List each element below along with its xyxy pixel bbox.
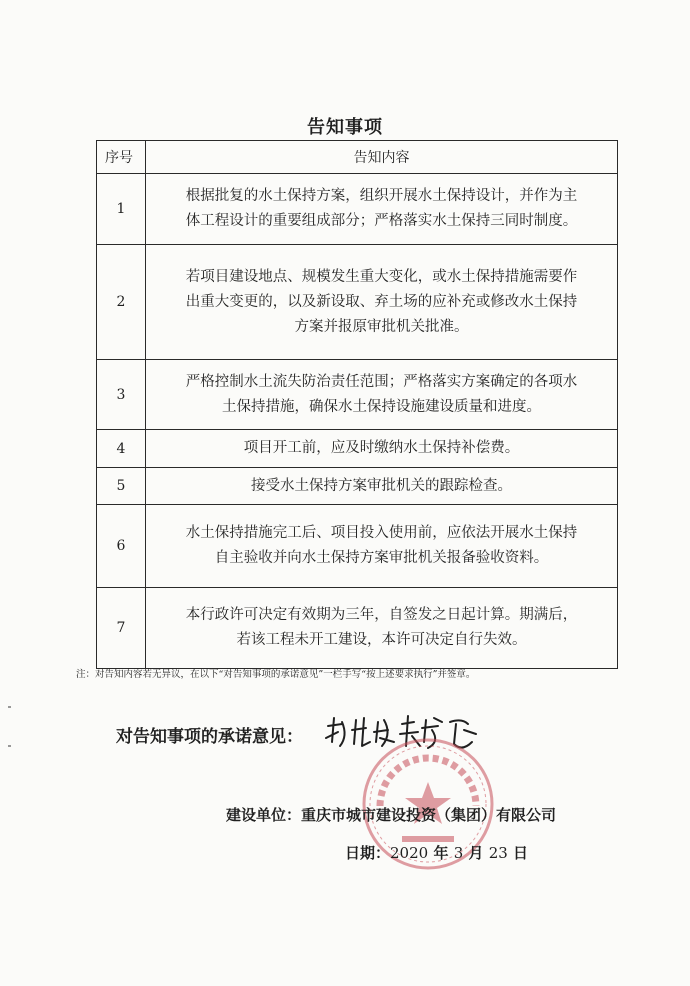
footnote: 注：对告知内容若无异议，在以下“对告知事项的承诺意见”一栏手写“按上述要求执行”并签章。 <box>76 669 476 680</box>
builder-line <box>226 804 556 825</box>
row-number: 3 <box>97 360 146 430</box>
row-line: 严格控制水土流失防治责任范围；严格落实方案确定的各项水 <box>185 373 578 390</box>
row-number: 4 <box>97 430 146 468</box>
row-line: 自主验收并向水土保持方案审批机关报备验收资料。 <box>214 550 549 566</box>
page-title: 告知事项 <box>307 117 383 138</box>
row-line: 体工程设计的重要组成部分；严格落实水土保持三同时制度。 <box>185 213 578 229</box>
table-row <box>97 588 618 669</box>
row-content <box>146 430 618 468</box>
header-number: 序号 <box>97 141 146 174</box>
row-line: 出重大变更的，以及新设取、弃土场的应补充或修改水土保持 <box>185 293 578 310</box>
date-month-unit: 月 <box>468 844 484 862</box>
table-row <box>97 468 618 505</box>
scan-mark <box>8 745 11 747</box>
row-number: 7 <box>97 588 146 669</box>
row-line: 水土保持措施完工后、项目投入使用前，应依法开展水土保持 <box>185 525 578 541</box>
table-row <box>97 245 618 360</box>
row-content <box>146 174 618 245</box>
row-line: 根据批复的水土保持方案，组织开展水土保持设计，并作为主 <box>185 188 578 204</box>
date-line <box>345 842 528 863</box>
row-line: 若项目建设地点、规模发生重大变化，或水土保持措施需要作 <box>185 268 578 285</box>
row-content <box>146 468 618 505</box>
row-number: 2 <box>97 245 146 360</box>
date-year: 2020 <box>390 844 429 862</box>
date-month: 3 <box>453 844 464 862</box>
date-year-unit: 年 <box>433 844 449 862</box>
row-number: 6 <box>97 505 146 588</box>
date-label: 日期： <box>345 844 391 862</box>
row-content <box>146 245 618 360</box>
row-line: 接受水土保持方案审批机关的跟踪检查。 <box>251 477 512 494</box>
row-number: 1 <box>97 174 146 245</box>
notice-table <box>96 140 618 669</box>
header-content: 告知内容 <box>146 141 618 174</box>
row-number: 5 <box>97 468 146 505</box>
scan-mark <box>8 706 11 708</box>
builder-label: 建设单位： <box>226 806 302 824</box>
table-row <box>97 174 618 245</box>
row-line: 土保持措施，确保水土保持设施建设质量和进度。 <box>222 398 541 415</box>
row-line: 若该工程未开工建设，本许可决定自行失效。 <box>236 632 527 648</box>
row-line: 本行政许可决定有效期为三年，自签发之日起计算。期满后， <box>185 607 578 623</box>
row-line: 方案并报原审批机关批准。 <box>294 318 469 335</box>
commitment-label: 对告知事项的承诺意见： <box>116 727 303 747</box>
table-header-row <box>97 141 618 174</box>
table-row <box>97 505 618 588</box>
builder-name: 重庆市城市建设投资（集团）有限公司 <box>301 806 557 824</box>
row-content <box>146 360 618 430</box>
date-day-unit: 日 <box>513 844 529 862</box>
date-day: 23 <box>488 844 508 862</box>
table-row <box>97 430 618 468</box>
table-row <box>97 360 618 430</box>
row-content <box>146 505 618 588</box>
row-line: 项目开工前，应及时缴纳水土保持补偿费。 <box>243 440 520 456</box>
row-content <box>146 588 618 669</box>
